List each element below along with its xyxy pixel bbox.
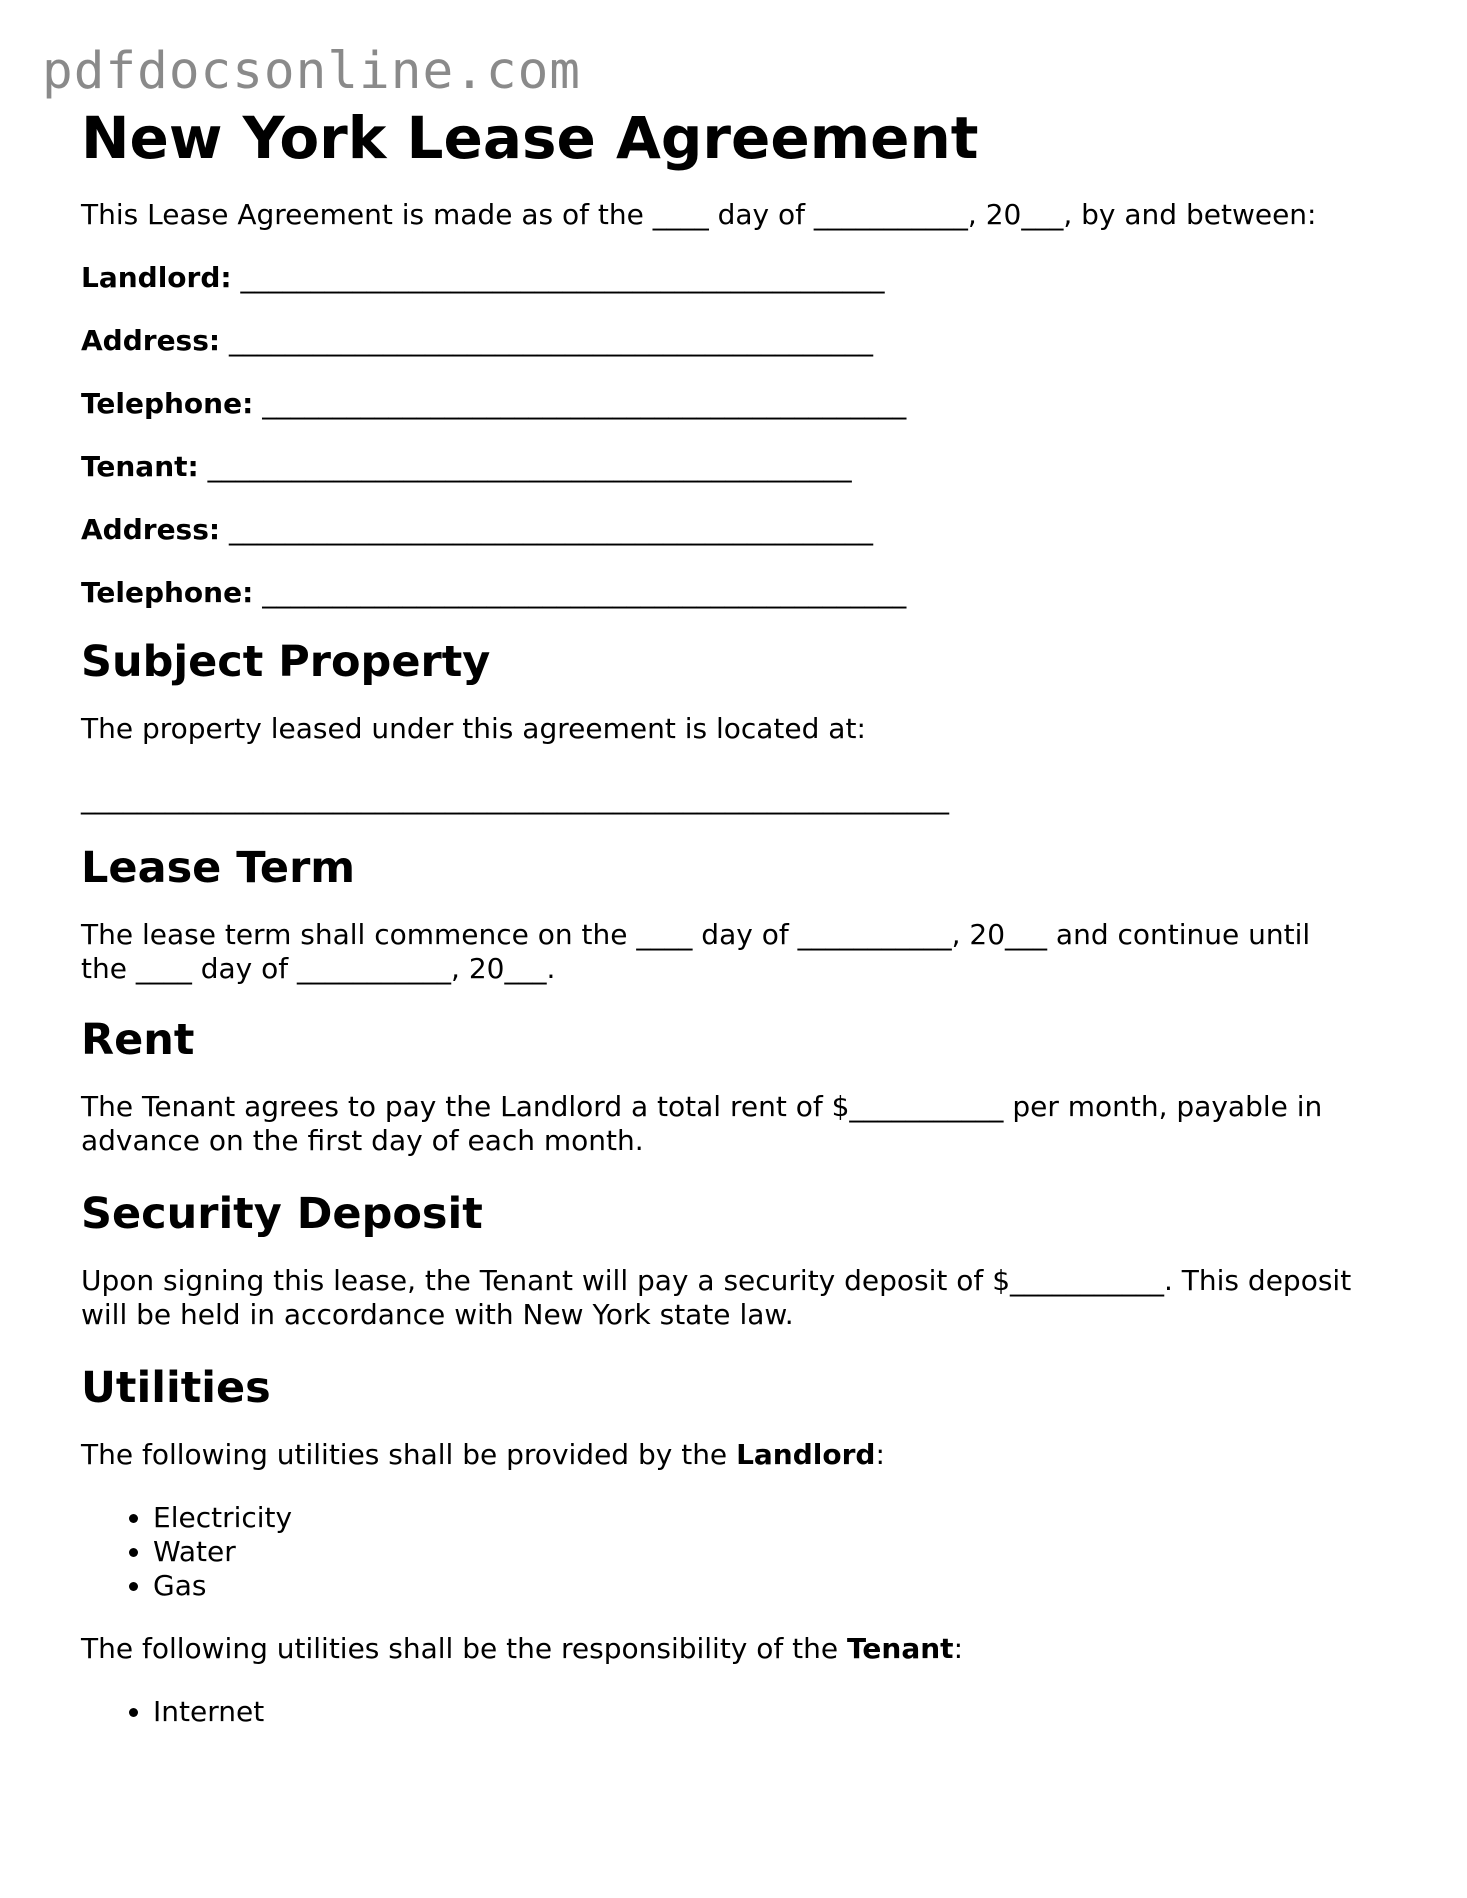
- tenant-utilities-prefix: The following utilities shall be the responsibility of the: [81, 1632, 848, 1665]
- list-item: • Electricity: [153, 1501, 1411, 1535]
- landlord-utilities-prefix: The following utilities shall be provided by the: [81, 1438, 737, 1471]
- tenant-utilities-bold: Tenant: [847, 1632, 954, 1665]
- tenant-address-label: Address:: [81, 513, 221, 546]
- rent-heading: Rent: [81, 1015, 195, 1065]
- security-deposit-line-1: Upon signing this lease, the Tenant will pay a security deposit of $___________. This deposit: [81, 1264, 1352, 1297]
- landlord-address-blank: ______________________________________________: [229, 324, 873, 357]
- tenant-field: [81, 450, 1411, 484]
- tenant-label: Tenant:: [81, 450, 199, 483]
- landlord-utilities-list: [81, 1501, 1411, 1603]
- tenant-telephone-blank: ______________________________________________: [262, 576, 907, 609]
- landlord-blank: ______________________________________________: [240, 261, 885, 294]
- landlord-telephone-label: Telephone:: [81, 387, 254, 420]
- security-deposit-heading: Security Deposit: [81, 1189, 483, 1239]
- utilities-heading: Utilities: [81, 1363, 271, 1413]
- rent-line-1: The Tenant agrees to pay the Landlord a total rent of $___________ per month, payable in: [81, 1090, 1323, 1123]
- tenant-utilities-suffix: :: [953, 1632, 963, 1665]
- document-title: New York Lease Agreement: [81, 104, 979, 172]
- rent-line-2: advance on the first day of each month.: [81, 1124, 644, 1157]
- list-item: • Internet: [153, 1695, 1411, 1729]
- landlord-utilities-bold: Landlord: [736, 1438, 876, 1471]
- subject-property-section: [81, 634, 1411, 816]
- subject-property-text: The property leased under this agreement is located at:: [81, 712, 866, 745]
- landlord-field: [81, 261, 1411, 295]
- list-item: • Gas: [153, 1569, 1411, 1603]
- landlord-utilities-intro: [81, 1438, 1411, 1472]
- subject-property-blank: ______________________________________________________________: [81, 782, 949, 815]
- landlord-address-label: Address:: [81, 324, 221, 357]
- landlord-utilities-suffix: :: [875, 1438, 885, 1471]
- utilities-section: [81, 1360, 1411, 1729]
- list-item: • Water: [153, 1535, 1411, 1569]
- lease-term-section: [81, 840, 1411, 986]
- watermark: pdfdocsonline.com: [42, 42, 581, 101]
- tenant-utilities-list: [81, 1695, 1411, 1729]
- security-deposit-line-2: will be held in accordance with New York state law.: [81, 1298, 794, 1331]
- rent-section: [81, 1012, 1411, 1158]
- landlord-address-field: [81, 324, 1411, 358]
- tenant-utilities-intro: [81, 1632, 1411, 1666]
- landlord-label: Landlord:: [81, 261, 232, 294]
- intro-paragraph: This Lease Agreement is made as of the ____ day of ___________, 20___, by and between:: [81, 198, 1317, 231]
- tenant-address-field: [81, 513, 1411, 547]
- lease-term-line-1: The lease term shall commence on the ____ day of ___________, 20___ and continue until: [81, 918, 1311, 951]
- tenant-blank: ______________________________________________: [207, 450, 852, 483]
- landlord-telephone-field: [81, 387, 1411, 421]
- lease-term-heading: Lease Term: [81, 843, 356, 893]
- security-deposit-section: [81, 1186, 1411, 1332]
- subject-property-heading: Subject Property: [81, 637, 491, 687]
- landlord-telephone-blank: ______________________________________________: [262, 387, 907, 420]
- tenant-address-blank: ______________________________________________: [229, 513, 873, 546]
- tenant-telephone-field: [81, 576, 1411, 610]
- tenant-telephone-label: Telephone:: [81, 576, 254, 609]
- lease-term-line-2: the ____ day of ___________, 20___.: [81, 952, 556, 985]
- parties-section: [81, 261, 1411, 610]
- document-body: [81, 100, 1411, 1729]
